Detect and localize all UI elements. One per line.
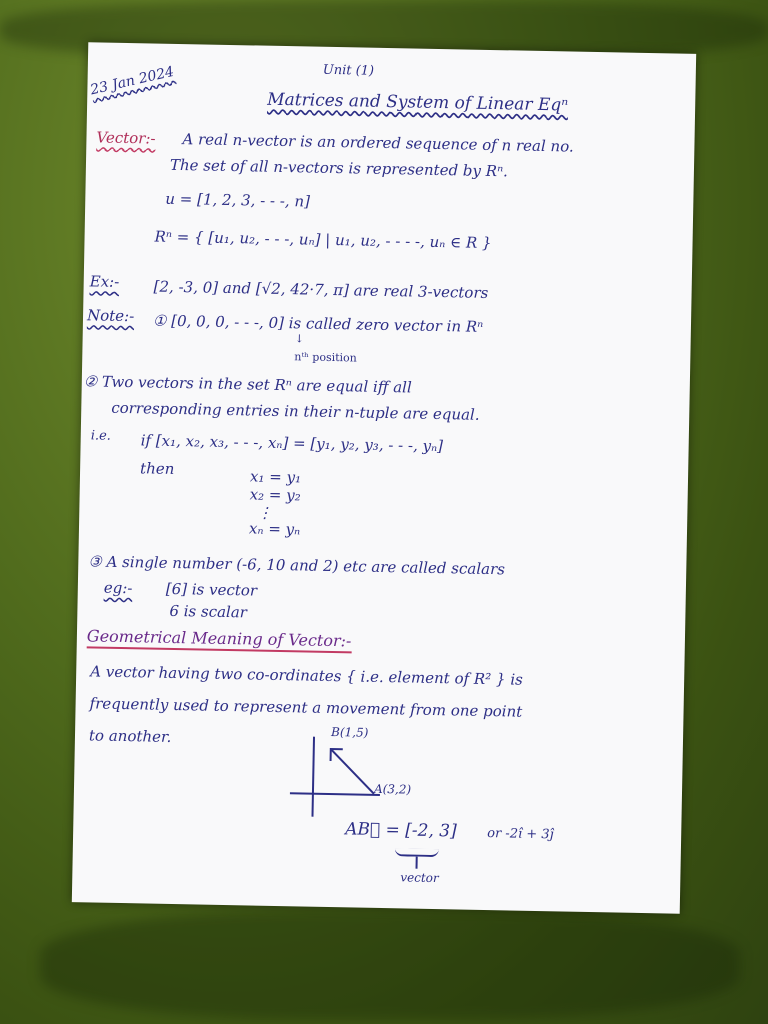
eg-scalar: 6 is scalar: [169, 601, 248, 622]
vector-line-2: The set of all n-vectors is represented by Rⁿ.: [169, 155, 509, 181]
vector-line-1: A real n-vector is an ordered sequence of n real no.: [182, 130, 574, 156]
vector-label-bottom: vector: [400, 870, 439, 886]
example-label: Ex:-: [89, 272, 120, 291]
eg-vector: [6] is vector: [165, 579, 258, 600]
if-equation: if [x₁, x₂, x₃, - - -, xₙ] = [y₁, y₂, y₃, - - -, yₙ]: [140, 431, 444, 456]
note-1: ① [0, 0, 0, - - -, 0] is called zero vector in Rⁿ: [152, 311, 484, 336]
cloth-bottom: [40, 910, 740, 1020]
note-label: Note:-: [86, 306, 135, 326]
vector-label: Vector:-: [96, 128, 156, 148]
note-2-line-1: ② Two vectors in the set Rⁿ are equal iff all: [83, 372, 412, 397]
example-text: [2, -3, 0] and [√2, 42·7, π] are real 3-vectors: [153, 277, 489, 302]
then-label: then: [139, 459, 175, 478]
note-1-arrow: ↓: [294, 332, 304, 346]
geometric-line-3: to another.: [88, 726, 172, 746]
page-title: Matrices and System of Linear Eqⁿ: [267, 89, 569, 116]
unit-vector-form: or -2î + 3ĵ: [487, 826, 554, 843]
brace-stem: [416, 857, 418, 869]
ie-label: i.e.: [90, 428, 112, 444]
date: 23 Jan 2024: [88, 63, 176, 99]
geometric-heading: Geometrical Meaning of Vector:-: [87, 626, 352, 653]
eg-label: eg:-: [103, 578, 133, 598]
note-3: ③ A single number (-6, 10 and 2) etc are called scalars: [88, 552, 506, 579]
geometric-line-2: frequently used to represent a movement from one point: [89, 694, 523, 721]
eq-dots: ⋮: [257, 503, 273, 522]
geometric-line-1: A vector having two co-ordinates { i.e. element of R² } is: [90, 662, 523, 689]
vector-result: AB⃗ = [-2, 3]: [345, 819, 457, 842]
point-b: B(1,5): [330, 725, 369, 740]
note-1-sub: nᵗʰ position: [294, 350, 357, 365]
vector-line-3: u = [1, 2, 3, - - -, n]: [165, 189, 311, 211]
unit-label: Unit (1): [322, 62, 375, 79]
note-2-line-2: corresponding entries in their n-tuple are equal.: [111, 398, 480, 424]
eq-2: x₂ = y₂: [249, 485, 301, 505]
eq-1: x₁ = y₁: [249, 467, 302, 487]
eq-n: xₙ = yₙ: [248, 519, 301, 539]
notebook-page: [72, 42, 696, 914]
y-axis: [311, 737, 315, 817]
point-a: A(3,2): [373, 781, 412, 797]
vector-line-4: Rⁿ = { [u₁, u₂, - - -, uₙ] | u₁, u₂, - - - -, uₙ ∈ R }: [154, 227, 492, 253]
